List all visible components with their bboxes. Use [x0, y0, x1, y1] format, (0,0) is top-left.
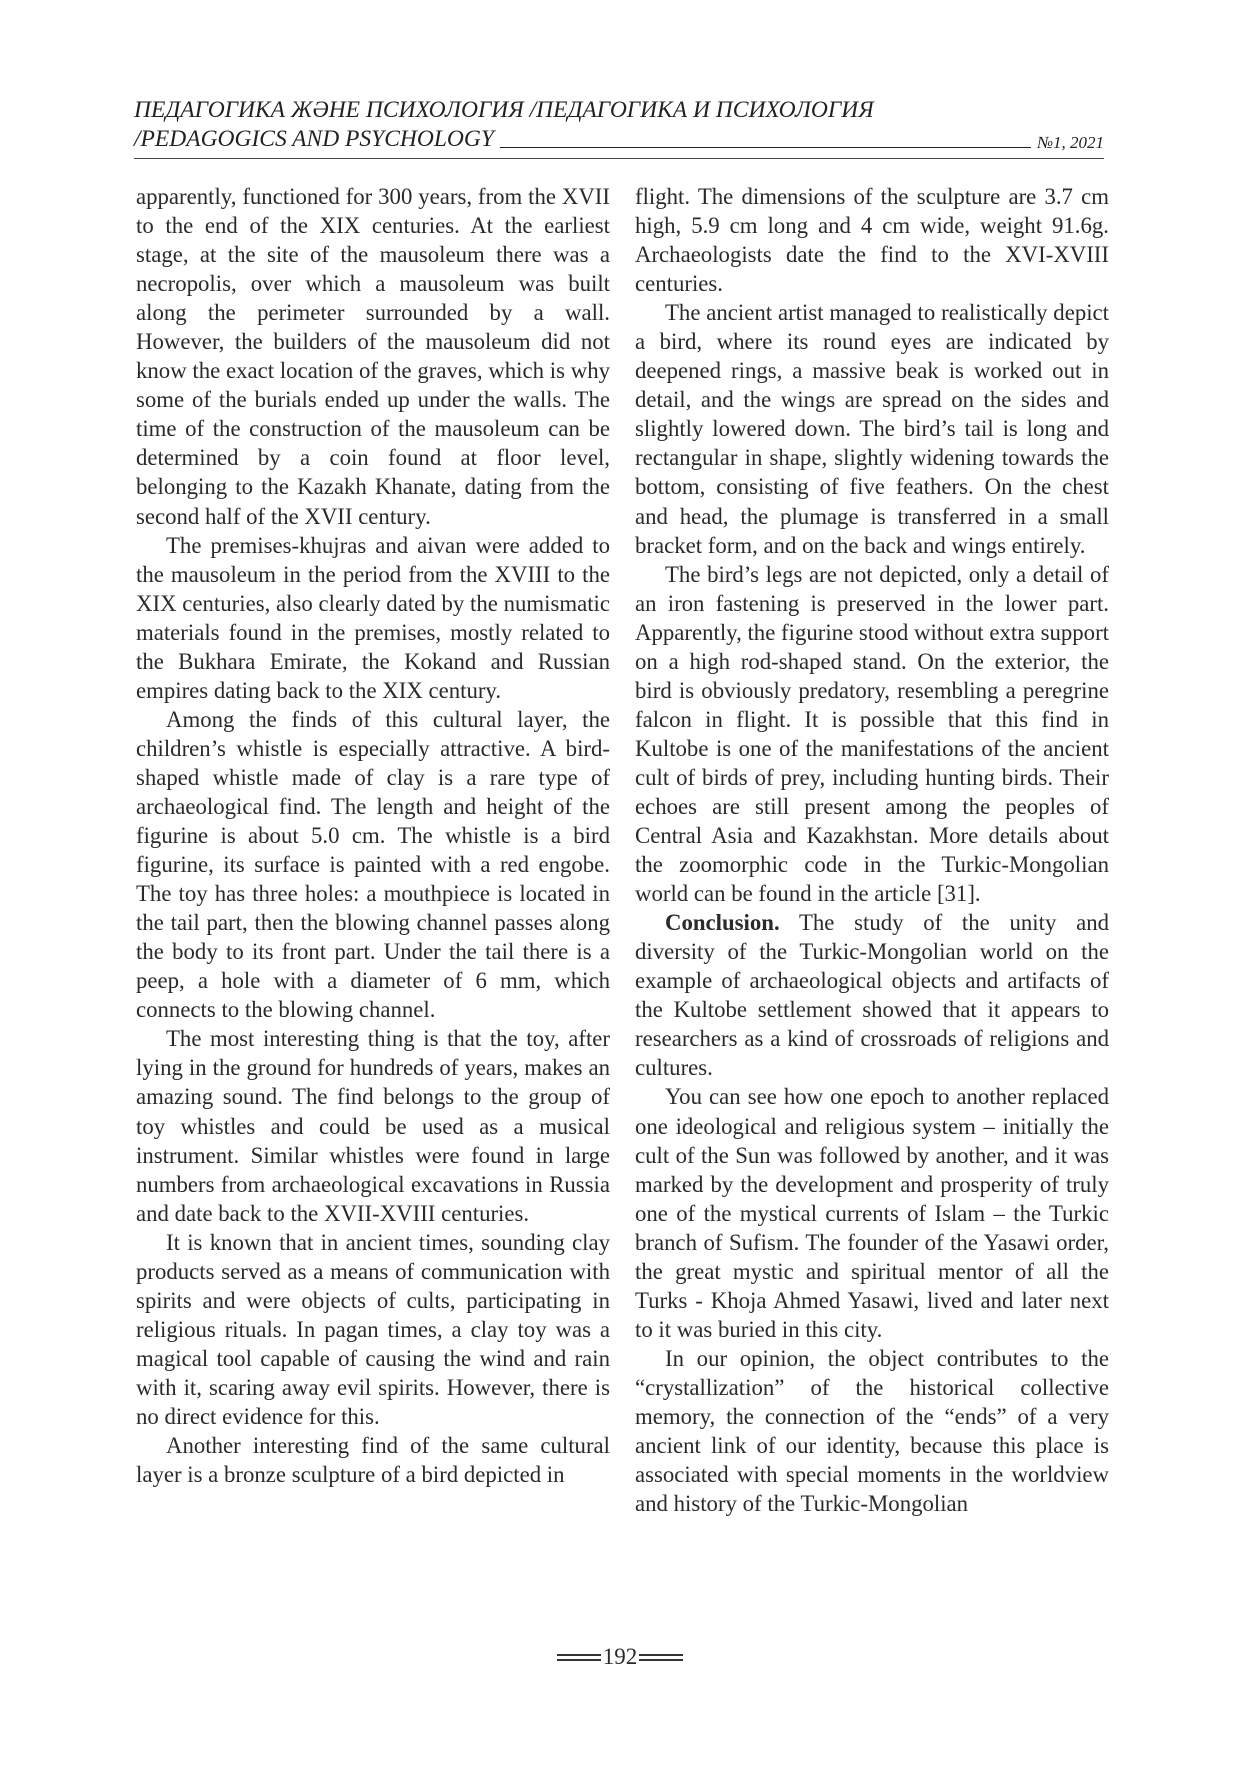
issue-number: №1, 2021: [1036, 133, 1104, 152]
page-number: 192: [602, 1644, 638, 1669]
paragraph-conclusion: [635, 908, 1109, 1082]
page-footer: [540, 1642, 700, 1672]
paragraph: It is known that in ancient times, sounding clay products served as a means of communication with spirits and were objects of cults, participating in religious rituals. In pagan times, a clay toy was a magical tool capable of causing the wind and rain with it, scaring away evil spirits. However, there is no direct evidence for this.: [136, 1229, 610, 1429]
paragraph: Among the finds of this cultural layer, the children’s whistle is especially attractive. A bird-shaped whistle made of clay is a rare type of archaeological find. The length and height of the figurine is about 5.0 cm. The whistle is a bird figurine, its surface is painted with a red engobe. The toy has three holes: a mouthpiece is located in the tail part, then the blowing channel passes along the body to its front part. Under the tail there is a peep, a hole with a diameter of 6 mm, which connects to the blowing channel.: [136, 706, 610, 1023]
journal-title-line2-row: [134, 125, 1104, 154]
conclusion-text: The study of the unity and diversity of the Turkic-Mongolian world on the example of archaeological objects and artifacts of the Kultobe settlement showed that it appears to researchers as a kind of crossroads of religions and cultures.: [635, 910, 1109, 1081]
paragraph: The most interesting thing is that the toy, after lying in the ground for hundreds of years, makes an amazing sound. The find belongs to the group of toy whistles and could be used as a musical instrument. Similar whistles were found in large numbers from archaeological excavations in Russia and date back to the XVII-XVIII centuries.: [136, 1026, 610, 1226]
paragraph: The ancient artist managed to realistically depict a bird, where its round eyes are indicated by deepened rings, a massive beak is worked out in detail, and the wings are spread on the sides and slightly lowered down. The bird’s tail is long and rectangular in shape, slightly widening towards the bottom, consisting of five feathers. On the chest and head, the plumage is transferred in a small bracket form, and on the back and wings entirely.: [635, 300, 1109, 558]
running-header: [134, 96, 1104, 154]
footer-left-rule: [557, 1654, 601, 1661]
paragraph: Another interesting find of the same cultural layer is a bronze sculpture of a bird depicted in: [136, 1433, 610, 1488]
left-column: [136, 182, 610, 1489]
journal-title-line2: /PEDAGOGICS AND PSYCHOLOGY: [134, 126, 494, 152]
header-fill-rule: [500, 147, 1031, 148]
header-divider: [134, 158, 1104, 159]
paragraph: The bird’s legs are not depicted, only a detail of an iron fastening is preserved in the lower part. Apparently, the figurine stood without extra support on a high rod-shaped stand. On the exterior, the bird is obviously predatory, resembling a peregrine falcon in flight. It is possible that this find in Kultobe is one of the manifestations of the ancient cult of birds of prey, including hunting birds. Their echoes are still present among the peoples of Central Asia and Kazakhstan. More details about the zoomorphic code in the Turkic-Mongolian world can be found in the article [31].: [635, 561, 1109, 907]
right-column: [635, 182, 1109, 1518]
paragraph: The premises-khujras and aivan were added to the mausoleum in the period from the XVIII to the XIX centuries, also clearly dated by the numismatic materials found in the premises, mostly related to the Bukhara Emirate, the Kokand and Russian empires dating back to the XIX century.: [136, 532, 610, 703]
paragraph: In our opinion, the object contributes to the “crystallization” of the historical collective memory, the connection of the “ends” of a very ancient link of our identity, because this place is associated with special moments in the worldview and history of the Turkic-Mongolian: [635, 1345, 1109, 1517]
footer-right-rule: [639, 1654, 683, 1661]
paragraph: flight. The dimensions of the sculpture are 3.7 cm high, 5.9 cm long and 4 cm wide, weight 91.6g. Archaeologists date the find to the XVI-XVIII centuries.: [635, 184, 1109, 297]
journal-title-line1: ПЕДАГОГИКА ЖӘНЕ ПСИХОЛОГИЯ /ПЕДАГОГИКА И ПСИХОЛОГИЯ: [134, 97, 874, 123]
paragraph: You can see how one epoch to another replaced one ideological and religious system – initially the cult of the Sun was followed by another, and it was marked by the development and prosperity of truly one of the mystical currents of Islam – the Turkic branch of Sufism. The founder of the Yasawi order, the great mystic and spiritual mentor of all the Turks - Khoja Ahmed Yasawi, lived and later next to it was buried in this city.: [635, 1084, 1109, 1342]
paragraph: apparently, functioned for 300 years, from the XVII to the end of the XIX centuries. At the earliest stage, at the site of the mausoleum there was a necropolis, over which a mausoleum was built along the perimeter surrounded by a wall. However, the builders of the mausoleum did not know the exact location of the graves, which is why some of the burials ended up under the walls. The time of the construction of the mausoleum can be determined by a coin found at floor level, belonging to the Kazakh Khanate, dating from the second half of the XVII century.: [136, 184, 610, 529]
conclusion-label: Conclusion.: [665, 910, 780, 936]
